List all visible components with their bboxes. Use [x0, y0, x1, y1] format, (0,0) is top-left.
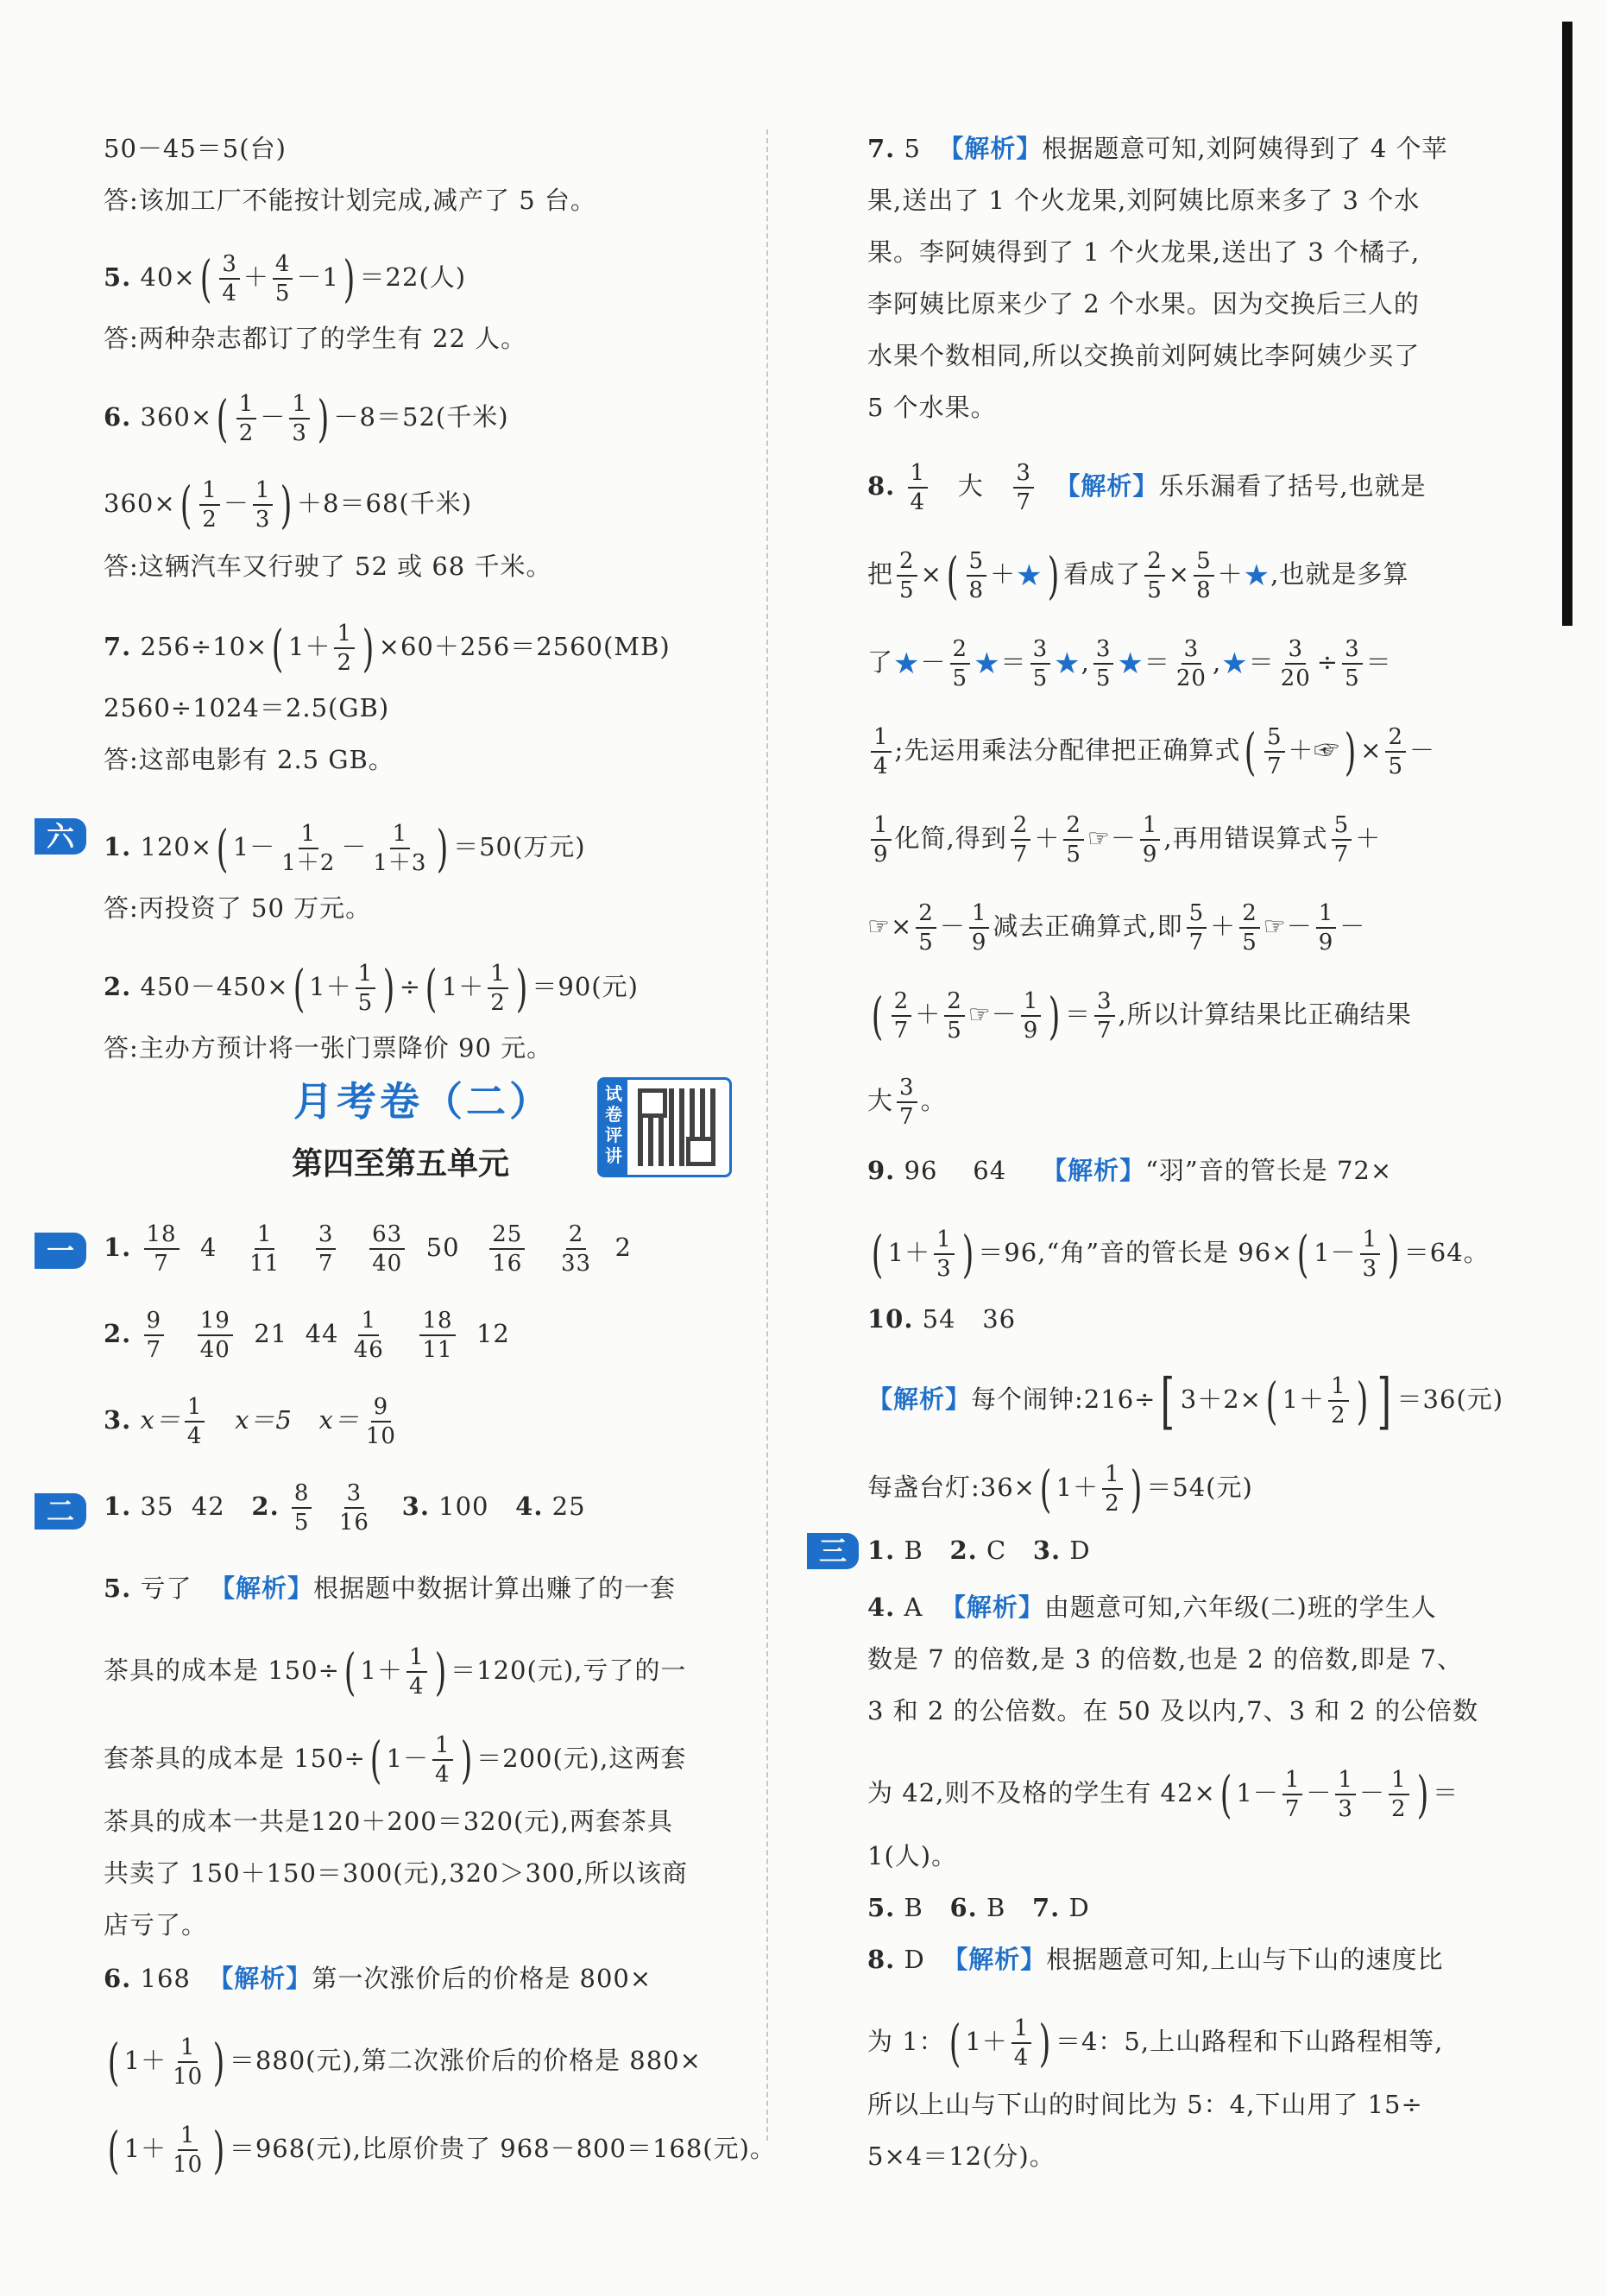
sec3-question-5-7: 5. B 6. B 7. D: [867, 1893, 1090, 1922]
page-edge-mark: [1562, 22, 1572, 626]
sec2-question-5-line2: 茶具的成本是 150÷( 1＋ $\frac{1}{4}$ ) ＝120(元),亏了的一: [104, 1643, 687, 1701]
sec1-question-2: 2. $\frac{9}{7}$ $\frac{19}{40}$ 21 44 $\frac{1}{46}$ $\frac{18}{11}$ 12: [104, 1308, 510, 1363]
sec3-question-8: 8. D 【解析】根据题意可知,上山与下山的速度比: [867, 1945, 1444, 1974]
sec3-question-8-line2: 为 1：( 1＋ $\frac{1}{4}$ ) ＝4：5,上山路程和下山路程相等,: [867, 2014, 1444, 2072]
text-line: 数是 7 的倍数,是 3 的倍数,也是 2 的倍数,即是 7、: [867, 1644, 1463, 1674]
star-icon: ★: [1016, 558, 1043, 593]
section-2-tab: 二: [35, 1493, 86, 1530]
sec2-question-1-4: 1. 35 42 2. $\frac{8}{5}$ $\frac{3}{16}$ 3. 100 4. 25: [104, 1480, 586, 1536]
q8-line2: 把 $\frac{2}{5}$ ×( $\frac{5}{8}$ ＋★) 看成了 $\frac{2}{5}$ × $\frac{5}{8}$ ＋★,也就是多算: [867, 546, 1409, 605]
answer-line: 答:该加工厂不能按计划完成,减产了 5 台。: [104, 186, 596, 215]
column-divider: [766, 129, 768, 2141]
section-3-tab: 三: [807, 1533, 859, 1569]
answer-line: 50－45＝5(台): [104, 134, 287, 163]
question-6a: 6. 360×( $\frac{1}{2}$ － $\frac{1}{3}$ ) －8＝52(千米): [104, 389, 509, 448]
text-line: 1(人)。: [867, 1841, 958, 1870]
q8-line3: 了★－ $\frac{2}{5}$ ★＝ $\frac{3}{5}$ ★, $\frac{3}{5}$ ★＝ $\frac{3}{20}$ ,★＝ $\frac{3}{20}$ ÷ $\frac{3}{5}$ ＝: [867, 636, 1392, 691]
q10-line3: 每盏台灯:36×( 1＋ $\frac{1}{2}$ ) ＝54(元): [867, 1460, 1253, 1518]
sec2-question-5-line3: 套茶具的成本是 150÷( 1－ $\frac{1}{4}$ ) ＝200(元),这两套: [104, 1731, 687, 1789]
text-line: 3 和 2 的公倍数。在 50 及以内,7、3 和 2 的公倍数: [867, 1696, 1479, 1725]
qr-label: 试卷评讲: [600, 1080, 627, 1175]
sec3-question-4: 4. A 【解析】由题意可知,六年级(二)班的学生人: [867, 1593, 1437, 1622]
sec6-question-2: 2. 450－450×( 1＋ $\frac{1}{5}$ ) ÷( 1＋ $\frac{1}{2}$ ) ＝90(元): [104, 959, 639, 1018]
q10-line2: 【解析】每个闹钟:216÷[ 3＋2×( 1＋ $\frac{1}{2}$ ) ] ＝36(元): [867, 1366, 1504, 1436]
q8-line4: $\frac{1}{4}$ ;先运用乘法分配律把正确算式( $\frac{5}{7}$ ＋☞) × $\frac{2}{5}$ －: [867, 723, 1435, 780]
sec6-question-1: 1. 120×( 1－ $\frac{1}{1+2}$ － $\frac{1}{1+3}$ ) ＝50(万元): [104, 819, 586, 878]
text-line: 果,送出了 1 个火龙果,刘阿姨比原来多了 3 个水: [867, 186, 1421, 215]
sec2-question-6-line3: ( 1＋ $\frac{1}{10}$ ) ＝968(元),比原价贵了 968－800＝168(元)。: [107, 2121, 776, 2179]
star-icon: ★: [1221, 647, 1249, 681]
sec2-question-6: 6. 168 【解析】第一次涨价后的价格是 800×: [104, 1964, 652, 1993]
qr-code-icon: [638, 1088, 715, 1166]
q9-line2: ( 1＋ $\frac{1}{3}$ ) ＝96,“角”音的管长是 96×( 1－ $\frac{1}{3}$ ) ＝64。: [871, 1225, 1490, 1284]
q8-line8: 大 $\frac{3}{7}$ 。: [867, 1075, 947, 1130]
star-icon: ★: [1243, 558, 1271, 593]
star-icon: ★: [1117, 647, 1144, 681]
answer-line: 答:两种杂志都订了的学生有 22 人。: [104, 324, 527, 353]
question-6b: 360×( $\frac{1}{2}$ － $\frac{1}{3}$ ) ＋8＝68(千米): [104, 476, 473, 534]
text-line: 李阿姨比原来少了 2 个水果。因为交换后三人的: [867, 289, 1420, 319]
q7-analysis: 7. 5 【解析】根据题意可知,刘阿姨得到了 4 个苹: [867, 134, 1448, 163]
text-line: 水果个数相同,所以交换前刘阿姨比李阿姨少买了: [867, 341, 1421, 370]
section-1-tab: 一: [35, 1233, 86, 1269]
sec2-question-5: 5. 亏了 【解析】根据题中数据计算出赚了的一套: [104, 1574, 676, 1603]
answer-line: 答:丙投资了 50 万元。: [104, 893, 372, 923]
exam-subtitle: 第四至第五单元: [292, 1145, 510, 1182]
q8-line5: $\frac{1}{9}$ 化简,得到 $\frac{2}{7}$ ＋ $\frac{2}{5}$ ☞－ $\frac{1}{9}$ ,再用错误算式 $\frac{5}{7}$ ＋: [867, 811, 1381, 868]
qr-code-box[interactable]: [597, 1077, 732, 1177]
sec3-question-4-line4: 为 42,则不及格的学生有 42×( 1－ $\frac{1}{7}$ － $\frac{1}{3}$ － $\frac{1}{2}$ ) ＝: [867, 1765, 1459, 1824]
answer-line: 2560÷1024＝2.5(GB): [104, 693, 390, 722]
sec2-question-6-line2: ( 1＋ $\frac{1}{10}$ ) ＝880(元),第二次涨价后的价格是 880×: [107, 2033, 702, 2091]
q8-line6: ☞× $\frac{2}{5}$ － $\frac{1}{9}$ 减去正确算式,即 $\frac{5}{7}$ ＋ $\frac{2}{5}$ ☞－ $\frac{1}{9}$ －: [867, 900, 1366, 956]
q8-answer: 8. $\frac{1}{4}$ 大 $\frac{3}{7}$ 【解析】乐乐漏看了括号,也就是: [867, 460, 1427, 515]
answer-line: 店亏了。: [104, 1910, 208, 1940]
answer-line: 答:主办方预计将一张门票降价 90 元。: [104, 1033, 553, 1063]
answer-line: 共卖了 150＋150＝300(元),320＞300,所以该商: [104, 1858, 689, 1888]
star-icon: ★: [1054, 647, 1081, 681]
text-line: 所以上山与下山的时间比为 5：4,下山用了 15÷: [867, 2090, 1423, 2119]
star-icon: ★: [893, 647, 921, 681]
sec1-question-3: 3. x＝ $\frac{1}{4}$ x＝5 x＝ $\frac{9}{10}$: [104, 1394, 396, 1449]
text-line: 5 个水果。: [867, 393, 997, 422]
q10-answer: 10. 54 36: [867, 1304, 1017, 1334]
q9-answer: 9. 96 64 【解析】“羽”音的管长是 72×: [867, 1156, 1393, 1185]
sec3-question-1-3: 1. B 2. C 3. D: [867, 1536, 1091, 1565]
q8-line7: ( $\frac{2}{7}$ ＋ $\frac{2}{5}$ ☞－ $\frac{1}{9}$ ) ＝ $\frac{3}{7}$ ,所以计算结果比正确结果: [871, 987, 1412, 1045]
answer-line: 答:这部电影有 2.5 GB。: [104, 745, 394, 774]
question-7: 7. 256÷10×( 1＋ $\frac{1}{2}$ ) ×60＋256＝2560(MB): [104, 619, 671, 678]
answer-line: 茶具的成本一共是120＋200＝320(元),两套茶具: [104, 1807, 673, 1836]
star-icon: ★: [974, 647, 1001, 681]
sec1-question-1: 1. $\frac{18}{7}$ 4 $\frac{1}{11}$ $\frac{3}{7}$ $\frac{63}{40}$ 50 $\frac{25}{16}$ $\frac{2}{33}$ 2: [104, 1221, 632, 1277]
exam-title: 月考卷（二）: [293, 1078, 552, 1125]
question-5: 5. 40×( $\frac{3}{4}$ ＋ $\frac{4}{5}$ －1) ＝22(人): [104, 249, 467, 308]
section-6-tab: 六: [35, 818, 86, 855]
text-line: 5×4＝12(分)。: [867, 2141, 1056, 2171]
text-line: 果。李阿姨得到了 1 个火龙果,送出了 3 个橘子,: [867, 237, 1421, 267]
answer-line: 答:这辆汽车又行驶了 52 或 68 千米。: [104, 552, 552, 581]
